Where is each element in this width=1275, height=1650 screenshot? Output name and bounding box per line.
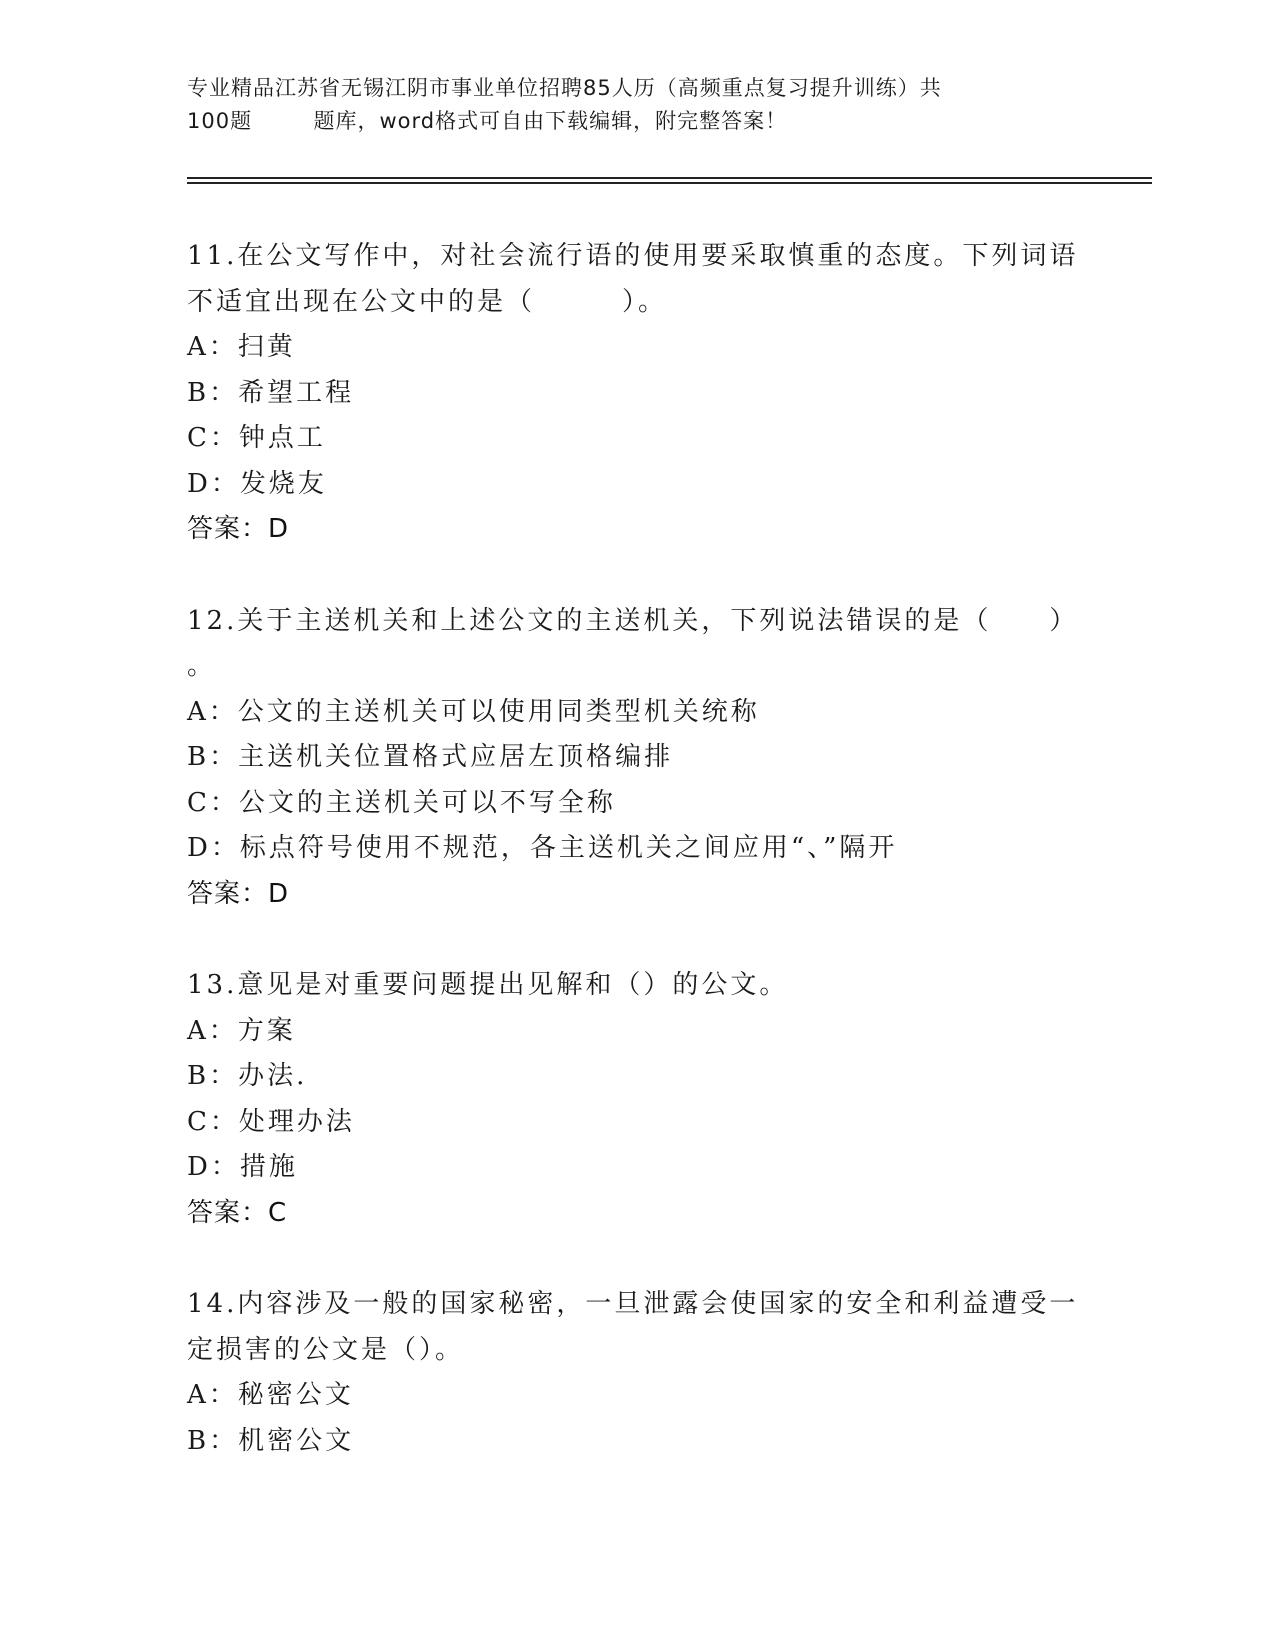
- question-13-text-line-1: 13.意见是对重要问题提出见解和（）的公文。: [187, 970, 789, 1000]
- question-14-text-line-2: 定损害的公文是（）。: [187, 1334, 465, 1365]
- question-12-text-line-2: 。: [187, 651, 217, 681]
- document-header: [187, 72, 1067, 138]
- question-12-text-line-1: 12.关于主送机关和上述公文的主送机关，下列说法错误的是（ ）: [187, 605, 1079, 636]
- question-12-option-d: D：标点符号使用不规范，各主送机关之间应用“、”隔开: [187, 833, 898, 863]
- question-11-option-b: B：希望工程: [187, 377, 355, 408]
- question-list: [187, 234, 1087, 1510]
- question-11-text-line-1: 11.在公文写作中，对社会流行语的使用要采取慎重的态度。下列词语: [187, 241, 1079, 271]
- question-13-answer: 答案：C: [187, 1197, 288, 1228]
- question-11: [187, 234, 1087, 553]
- question-14-option-b: B：机密公文: [187, 1425, 355, 1456]
- question-13-option-b: B：办法.: [187, 1061, 308, 1091]
- question-11-text-line-2: 不适宜出现在公文中的是（ ）。: [187, 286, 668, 317]
- question-12-option-b: B：主送机关位置格式应居左顶格编排: [187, 742, 674, 772]
- header-title-line-2: 100题 题库，word格式可自由下载编辑，附完整答案！: [187, 109, 788, 133]
- question-11-answer: 答案：D: [187, 514, 290, 544]
- header-title-line-1: 专业精品江苏省无锡江阴市事业单位招聘85人历（高频重点复习提升训练）共: [187, 76, 942, 100]
- header-divider-top: [187, 177, 1152, 179]
- question-12-option-a: A：公文的主送机关可以使用同类型机关统称: [187, 696, 760, 727]
- question-13-option-d: D：措施: [187, 1152, 298, 1182]
- header-divider-bottom: [187, 182, 1152, 184]
- question-12-option-c: C：公文的主送机关可以不写全称: [187, 787, 616, 818]
- question-11-option-a: A：扫黄: [187, 332, 296, 362]
- question-11-option-c: C：钟点工: [187, 423, 326, 453]
- question-13-option-c: C：处理办法: [187, 1106, 355, 1137]
- question-14: [187, 1282, 1087, 1464]
- question-11-option-d: D：发烧友: [187, 468, 327, 499]
- question-12: [187, 599, 1087, 918]
- question-13-option-a: A：方案: [187, 1015, 296, 1046]
- question-12-answer: 答案：D: [187, 878, 290, 909]
- question-13: [187, 963, 1087, 1236]
- question-14-option-a: A：秘密公文: [187, 1380, 354, 1410]
- question-14-text-line-1: 14.内容涉及一般的国家秘密，一旦泄露会使国家的安全和利益遭受一: [187, 1289, 1079, 1319]
